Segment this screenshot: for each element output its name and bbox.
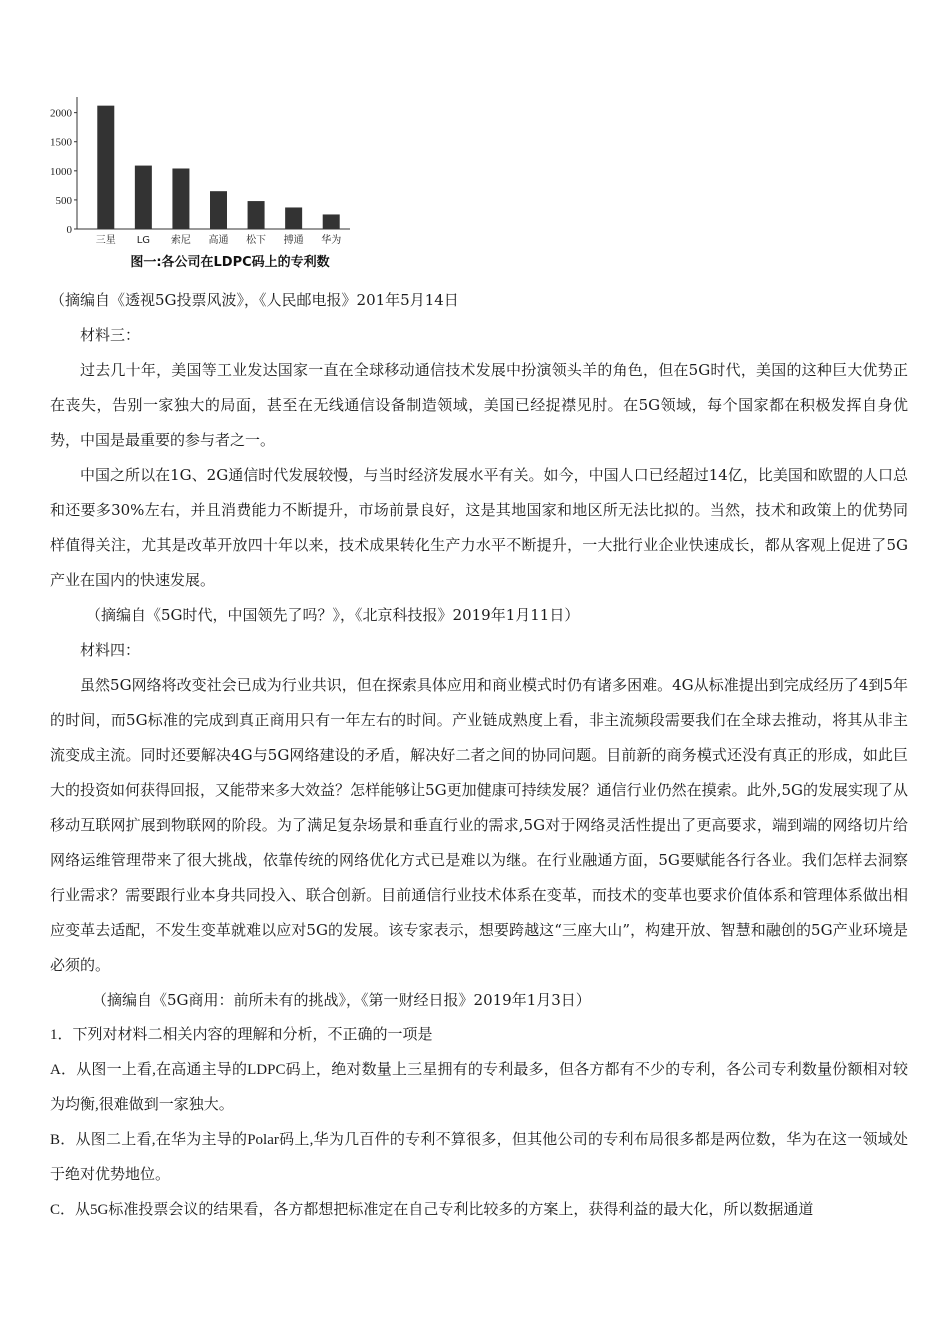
category-label: 松下 xyxy=(246,235,267,246)
material-four-paragraph-1: 虽然5G网络将改变社会已成为行业共识，但在探索具体应用和商业模式时仍有诸多困难。4G从标准提出到完成经历了4到5年的时间，而5G标准的完成到真正商用只有一年左右的时间。产业链成熟度上看，非主流频段需要我们在全球去推动，将其从非主流变成主流。同时还要解决4G与5G网络建设的矛盾，解决好二者之间的协同问题。目前新的商务模式还没有真正的形成，如此巨大的投资如何获得回报，又能带来多大效益？怎样能够让5G更加健康可持续发展？通信行业仍然在摸索。此外,5G的发展实现了从移动互联网扩展到物联网的阶段。为了满足复杂场景和垂直行业的需求,5G对于网络灵活性提出了更高要求，端到端的网络切片给网络运维管理带来了很大挑战，依靠传统的网络优化方式已是难以为继。在行业融通方面，5G要赋能各行各业。我们怎样去洞察行业需求？需要跟行业本身共同投入、联合创新。目前通信行业技术体系在变革，而技术的变革也要求价值体系和管理体系做出相应变革去适配，不发生变革就难以应对5G的发展。该专家表示，想要跨越这“三座大山”，构建开放、智慧和融创的5G产业环境是必须的。 xyxy=(50,676,908,974)
category-label: 华为 xyxy=(321,235,342,246)
material-three-label: 材料三： xyxy=(80,326,141,344)
question-1: 1．下列对材料二相关内容的理解和分析，不正确的一项是 xyxy=(50,1027,433,1043)
patent-bar-chart xyxy=(40,92,360,282)
option-c: C．从5G标准投票会议的结果看，各方都想把标准定在自己专利比较多的方案上，获得利益的最大化，所以数据通道 xyxy=(50,1202,814,1218)
bar xyxy=(210,191,227,229)
bar xyxy=(172,168,189,229)
y-tick-label: 500 xyxy=(55,194,72,207)
source-note-1: （摘编自《透视5G投票风波》，《人民邮电报》201年5月14日 xyxy=(50,291,459,309)
y-tick-label: 1000 xyxy=(50,165,72,178)
material-three-paragraph-2: 中国之所以在1G、2G通信时代发展较慢，与当时经济发展水平有关。如今，中国人口已经超过14亿，比美国和欧盟的人口总和还要多30%左右，并且消费能力不断提升，市场前景良好，这是其地国家和地区所无法比拟的。当然，技术和政策上的优势同样值得关注，尤其是改革开放四十年以来，技术成果转化生产力水平不断提升，一大批行业企业快速成长，都从客观上促进了5G产业在国内的快速发展。 xyxy=(50,466,908,589)
option-b: B．从图二上看,在华为主导的Polar码上,华为几百件的专利不算很多，但其他公司的专利布局很多都是两位数，华为在这一领域处于绝对优势地位。 xyxy=(50,1132,908,1183)
option-a: A．从图一上看,在高通主导的LDPC码上，绝对数量上三星拥有的专利最多，但各方都有不少的专利，各公司专利数量份额相对较为均衡,很难做到一家独大。 xyxy=(50,1062,908,1113)
chart-caption: 图一:各公司在LDPC码上的专利数 xyxy=(130,255,330,270)
document-body xyxy=(50,283,908,1228)
y-tick-label: 2000 xyxy=(50,107,72,120)
bar xyxy=(323,214,340,229)
source-note-3: （摘编自《5G时代，中国领先了吗？》，《北京科技报》2019年1月11日） xyxy=(86,606,580,624)
material-four-label: 材料四： xyxy=(80,641,141,659)
chart-svg xyxy=(40,92,360,282)
category-label: 三星 xyxy=(95,235,116,246)
bar xyxy=(135,166,152,229)
y-tick-label: 1500 xyxy=(50,136,72,149)
bar xyxy=(285,207,302,229)
category-label: 高通 xyxy=(208,235,229,246)
y-tick-label: 0 xyxy=(66,224,72,236)
source-note-4: （摘编自《5G商用：前所未有的挑战》，《第一财经日报》2019年1月3日） xyxy=(92,991,591,1009)
material-three-paragraph-1: 过去几十年，美国等工业发达国家一直在全球移动通信技术发展中扮演领头羊的角色，但在5G时代，美国的这种巨大优势正在丧失，告别一家独大的局面，甚至在无线通信设备制造领域，美国已经捉襟见肘。在5G领域，每个国家都在积极发挥自身优势，中国是最重要的参与者之一。 xyxy=(50,361,908,449)
bar xyxy=(97,106,114,229)
category-label: 索尼 xyxy=(170,235,191,246)
category-label: 搏通 xyxy=(283,235,304,246)
category-label: LG xyxy=(136,235,151,246)
bar xyxy=(248,201,265,229)
